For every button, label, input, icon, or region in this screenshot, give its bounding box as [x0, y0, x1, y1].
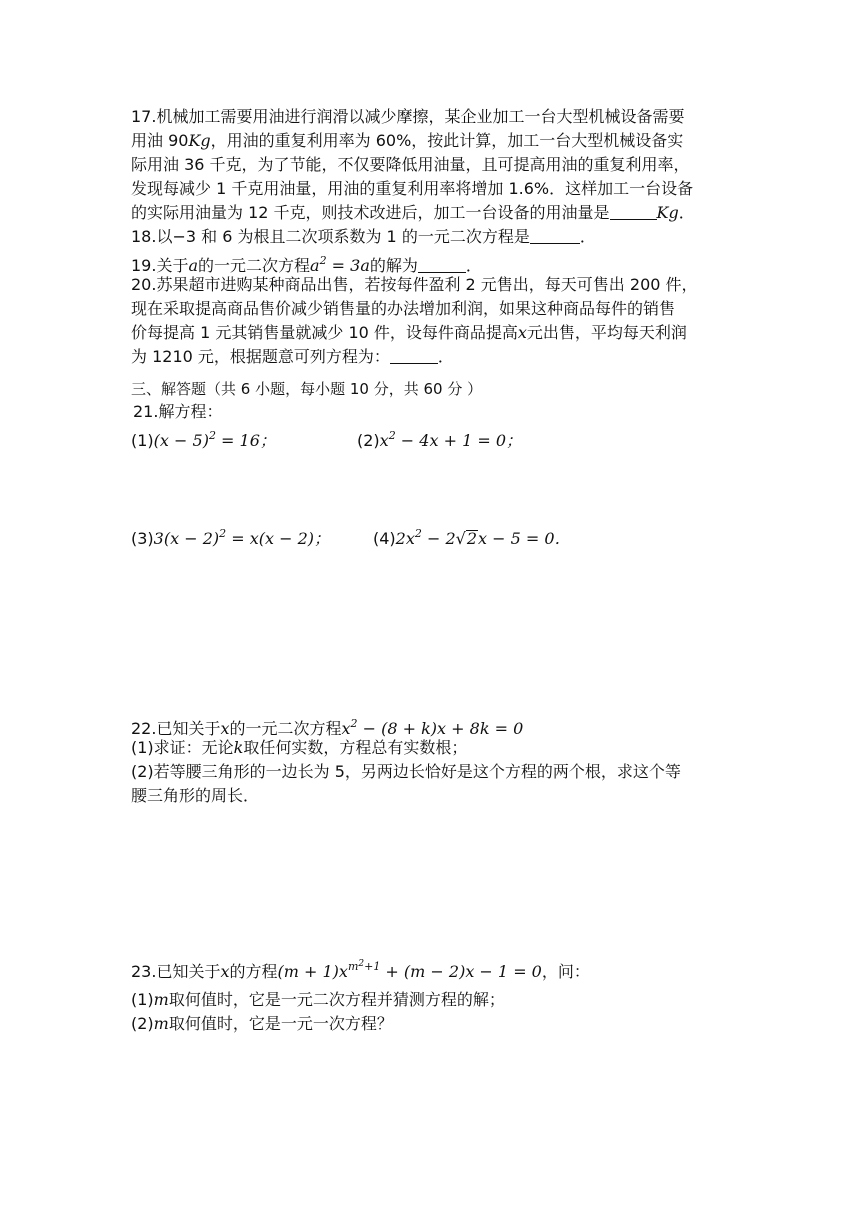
q21-p1-label: (1) — [131, 431, 154, 450]
q22-text-4: 腰三角形的周长． — [131, 786, 260, 805]
q21-p4-exp: 2 — [414, 527, 422, 540]
q17-text-4: 发现每减少 1 千克用油量，用油的重复利用率将增加 1.6%．这样加工一台设备 — [131, 179, 694, 198]
q17-text-5b: ． — [678, 203, 695, 222]
q23-var-x: x — [220, 962, 230, 981]
q19-eq-lhs: a — [310, 256, 320, 275]
q23-eq-exponent — [348, 960, 380, 973]
q23-line-2 — [131, 988, 505, 1012]
q21-p4-b: − 2 — [421, 529, 456, 548]
q18-answer-blank[interactable] — [530, 228, 580, 244]
q17-line-5 — [131, 201, 695, 225]
q23-text-2a: (1) — [131, 990, 154, 1009]
q21-p2-rhs: − 4x + 1 = 0； — [395, 431, 523, 450]
q21-p3-exp: 2 — [219, 527, 227, 540]
q20-text-4a: 为 1210 元，根据题意可列方程为： — [131, 347, 390, 366]
q18-text: 18.以−3 和 6 为根且二次项系数为 1 的一元二次方程是 — [131, 227, 530, 246]
q21-p2-a: x — [379, 431, 389, 450]
q22-text-2b: 取任何实数，方程总有实数根； — [243, 738, 468, 757]
q23-var-m-1: m — [153, 990, 169, 1009]
q21-part-3 — [131, 522, 330, 551]
q22-eq-exp: 2 — [350, 717, 358, 730]
q21-p3-label: (3) — [131, 529, 154, 548]
q17-text-1: 17.机械加工需要用油进行润滑以减少摩擦，某企业加工一台大型机械设备需要 — [131, 107, 685, 126]
q20-line-4 — [131, 345, 454, 369]
q21-p2-label: (2) — [357, 431, 380, 450]
q21-p2-exp: 2 — [388, 429, 396, 442]
q20-end: ． — [437, 347, 454, 366]
q20-line-2 — [131, 297, 675, 321]
q17-line-3 — [131, 153, 690, 177]
q17-line-1 — [131, 105, 684, 129]
q23-text-1c: ，问： — [541, 962, 590, 981]
q20-var-x: x — [517, 323, 527, 342]
q20-text-3a: 价每提高 1 元其销售量就减少 10 件，设每件商品提高 — [131, 323, 518, 342]
q21-part-4 — [373, 522, 571, 551]
q22-text-1b: 的一元二次方程 — [229, 719, 342, 738]
q20-line-3 — [131, 321, 687, 345]
q21-p4-a: 2x — [395, 529, 415, 548]
q21-p1-eq: (x − 5) — [153, 431, 209, 450]
q17-text-2b: ，用油的重复利用率为 60%，按此计算，加工一台大型机械设备实 — [210, 131, 684, 150]
q20-text-3b: 元出售，平均每天利润 — [526, 323, 687, 342]
sqrt-sign: √ — [455, 529, 466, 548]
q19-text-c: 的解为 — [369, 256, 418, 275]
q18-line — [131, 225, 596, 249]
q21-p4-c: x − 5 = 0． — [478, 529, 571, 548]
q22-var-x: x — [220, 719, 230, 738]
q23-text-2b: 取何值时，它是一元二次方程并猜测方程的解； — [168, 990, 505, 1009]
q23-exp-tail: +1 — [364, 960, 381, 973]
q22-eq-a: x — [341, 719, 351, 738]
q17-line-2 — [131, 129, 683, 153]
q23-exp-base: m — [347, 960, 359, 973]
q23-text-1b: 的方程 — [229, 962, 278, 981]
q22-text-1a: 22.已知关于 — [131, 719, 221, 738]
q23-line-1 — [131, 952, 590, 984]
q23-line-3 — [131, 1012, 393, 1036]
q17-unit-2: Kg — [656, 203, 679, 222]
q23-text-1a: 23.已知关于 — [131, 962, 221, 981]
q21-p3-a: 3(x − 2) — [153, 529, 220, 548]
q22-text-3: (2)若等腰三角形的一边长为 5，另两边长恰好是这个方程的两个根，求这个等 — [131, 762, 681, 781]
q17-answer-blank[interactable] — [610, 204, 657, 220]
q21-part-1 — [131, 424, 276, 453]
q22-var-k: k — [233, 738, 244, 757]
q17-text-5a: 的实际用油量为 12 千克，则技术改进后，加工一台设备的用油量是 — [131, 203, 610, 222]
q20-text-1: 20.苏果超市进购某种商品出售，若按每件盈利 2 元售出，每天可售出 200 件， — [131, 275, 698, 294]
q17-text-3: 际用油 36 千克，为了节能，不仅要降低用油量，且可提高用油的重复利用率， — [131, 155, 690, 174]
q22-eq-b: − (8 + k)x + 8k = 0 — [357, 719, 524, 738]
q19-text-a: 19.关于 — [131, 256, 189, 275]
q22-line-4 — [131, 784, 259, 808]
q23-exp-sup: 2 — [358, 959, 365, 969]
q19-text-b: 的一元二次方程 — [198, 256, 311, 275]
q17-text-2a: 用油 90 — [131, 131, 189, 150]
section-3-title: 三、解答题（共 6 小题，每小题 10 分，共 60 分 ） — [131, 380, 483, 398]
q21-p1-exp: 2 — [208, 429, 216, 442]
q23-eq-b: + (m − 2)x − 1 = 0 — [380, 962, 542, 981]
q23-var-m-2: m — [153, 1014, 169, 1033]
q21-p4-label: (4) — [373, 529, 396, 548]
q23-text-3a: (2) — [131, 1014, 154, 1033]
q19-var: a — [188, 256, 198, 275]
q19-end: ． — [465, 256, 482, 275]
q21-title — [133, 400, 222, 424]
q22-line-3 — [131, 760, 681, 784]
q21-part-2 — [357, 424, 522, 453]
q21-p3-rhs: = x(x − 2)； — [226, 529, 330, 548]
q20-line-1 — [131, 273, 698, 297]
q23-eq-a: (m + 1)x — [277, 962, 348, 981]
q22-text-2a: (1)求证：无论 — [131, 738, 234, 757]
q20-answer-blank[interactable] — [390, 348, 438, 364]
q17-line-4 — [131, 177, 693, 201]
q22-line-2 — [131, 736, 467, 760]
q19-eq-rhs: = 3a — [326, 256, 370, 275]
q23-text-3b: 取何值时，它是一元一次方程？ — [168, 1014, 393, 1033]
q19-exp: 2 — [319, 254, 327, 267]
q20-text-2: 现在采取提高商品售价减少销售量的办法增加利润，如果这种商品每件的销售 — [131, 299, 676, 318]
q21-title-text: 21.解方程： — [133, 402, 223, 421]
q18-end: ． — [579, 227, 596, 246]
q17-unit: Kg — [188, 131, 211, 150]
q21-p4-radicand: 2 — [466, 529, 478, 548]
section-3-heading — [131, 377, 482, 401]
q21-p1-rhs: = 16； — [215, 431, 276, 450]
q19-answer-blank[interactable] — [418, 257, 466, 273]
